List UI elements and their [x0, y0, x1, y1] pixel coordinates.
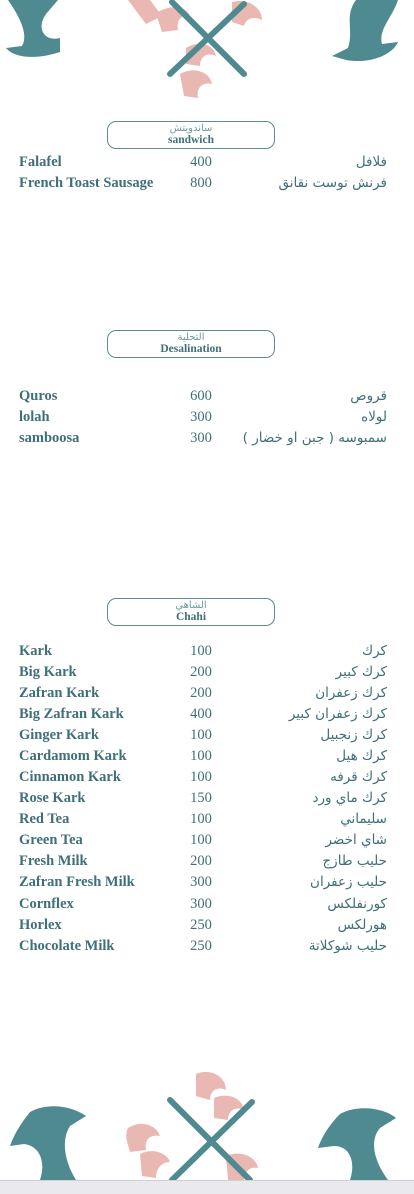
bottom-decoration	[0, 1072, 414, 1180]
item-name-ar: كرك زعفران	[315, 685, 387, 701]
item-name-ar: حليب زعفران	[310, 874, 387, 890]
item-name-ar: شاي اخضر	[325, 832, 387, 848]
menu-item	[0, 409, 414, 430]
menu-item	[0, 430, 414, 451]
item-name: Quros	[19, 388, 58, 404]
item-price: 400	[190, 154, 212, 170]
item-name: Cardamom Kark	[19, 748, 127, 764]
menu-item	[0, 748, 414, 769]
section-title-ar: التحلية	[177, 332, 205, 343]
section-title-ar: الشاهي	[175, 600, 207, 611]
item-name: lolah	[19, 409, 50, 425]
item-name-ar: كرك ماي ورد	[312, 790, 387, 806]
item-name: Big Zafran Kark	[19, 706, 124, 722]
item-price: 250	[190, 938, 212, 954]
section-header-sandwich	[107, 121, 275, 149]
item-price: 600	[190, 388, 212, 404]
item-name: Horlex	[19, 917, 62, 933]
item-price: 100	[190, 832, 212, 848]
item-name-ar: كرك قرفه	[330, 769, 387, 785]
item-name: Zafran Fresh Milk	[19, 874, 135, 890]
item-name-ar: حليب طازج	[322, 853, 387, 869]
item-name: Falafel	[19, 154, 62, 170]
item-name: French Toast Sausage	[19, 175, 154, 191]
item-price: 300	[190, 874, 212, 890]
item-price: 150	[190, 790, 212, 806]
item-name: Rose Kark	[19, 790, 86, 806]
section-header-desalination	[107, 330, 275, 358]
menu-item	[0, 727, 414, 748]
menu-item	[0, 853, 414, 874]
top-decoration	[0, 0, 414, 105]
item-name-ar: هورلكس	[337, 917, 387, 933]
item-name-ar: كرك كبير	[335, 664, 387, 680]
menu-item	[0, 706, 414, 727]
item-name-ar: لولاه	[361, 409, 387, 425]
menu-item	[0, 811, 414, 832]
item-price: 100	[190, 727, 212, 743]
menu-item	[0, 388, 414, 409]
item-name-ar: فلافل	[355, 154, 387, 170]
item-price: 100	[190, 643, 212, 659]
menu-item	[0, 790, 414, 811]
menu-item	[0, 938, 414, 959]
item-name-ar: كرك هيل	[336, 748, 387, 764]
item-name-ar: قروص	[350, 388, 387, 404]
item-price: 200	[190, 853, 212, 869]
section-title-en: sandwich	[167, 134, 215, 146]
item-price: 300	[190, 896, 212, 912]
item-name: Ginger Kark	[19, 727, 99, 743]
section-title-en: Desalination	[160, 343, 222, 355]
item-name: Chocolate Milk	[19, 938, 115, 954]
item-name-ar: فرنش توست نقانق	[278, 175, 387, 191]
item-name: Cornflex	[19, 896, 74, 912]
section-header-chahi	[107, 598, 275, 626]
item-name: Cinnamon Kark	[19, 769, 121, 785]
menu-item	[0, 154, 414, 175]
item-name: Red Tea	[19, 811, 70, 827]
item-name: Green Tea	[19, 832, 83, 848]
item-name: Big Kark	[19, 664, 77, 680]
item-price: 400	[190, 706, 212, 722]
item-name: Fresh Milk	[19, 853, 88, 869]
item-price: 300	[190, 409, 212, 425]
item-price: 200	[190, 685, 212, 701]
item-name-ar: سليماني	[340, 811, 387, 827]
item-name-ar: كرك زعفران كبير	[288, 706, 387, 722]
item-name-ar: حليب شوكلاتة	[308, 938, 387, 954]
item-name-ar: كرك	[361, 643, 387, 659]
section-title-en: Chahi	[175, 611, 207, 623]
item-name-ar: كرك زنجبيل	[320, 727, 387, 743]
menu-item	[0, 685, 414, 706]
item-name: Kark	[19, 643, 53, 659]
menu-item	[0, 832, 414, 853]
item-name-ar: كورنفلكس	[327, 896, 387, 912]
menu-item	[0, 664, 414, 685]
bottom-toolbar	[0, 1180, 414, 1194]
menu-item	[0, 175, 414, 196]
section-title-ar: ساندويتش	[169, 123, 213, 134]
menu-item	[0, 643, 414, 664]
menu-item	[0, 896, 414, 917]
menu-item	[0, 769, 414, 790]
item-name: Zafran Kark	[19, 685, 100, 701]
item-price: 300	[190, 430, 212, 446]
menu-item	[0, 874, 414, 895]
logo-pattern-top	[0, 0, 414, 105]
logo-pattern-bottom	[0, 1072, 414, 1180]
item-price: 100	[190, 769, 212, 785]
item-name-ar: سمبوسه ( جبن او خضار )	[242, 430, 387, 446]
item-name: samboosa	[19, 430, 80, 446]
item-price: 200	[190, 664, 212, 680]
item-price: 250	[190, 917, 212, 933]
menu-item	[0, 917, 414, 938]
item-price: 100	[190, 811, 212, 827]
item-price: 800	[190, 175, 212, 191]
item-price: 100	[190, 748, 212, 764]
